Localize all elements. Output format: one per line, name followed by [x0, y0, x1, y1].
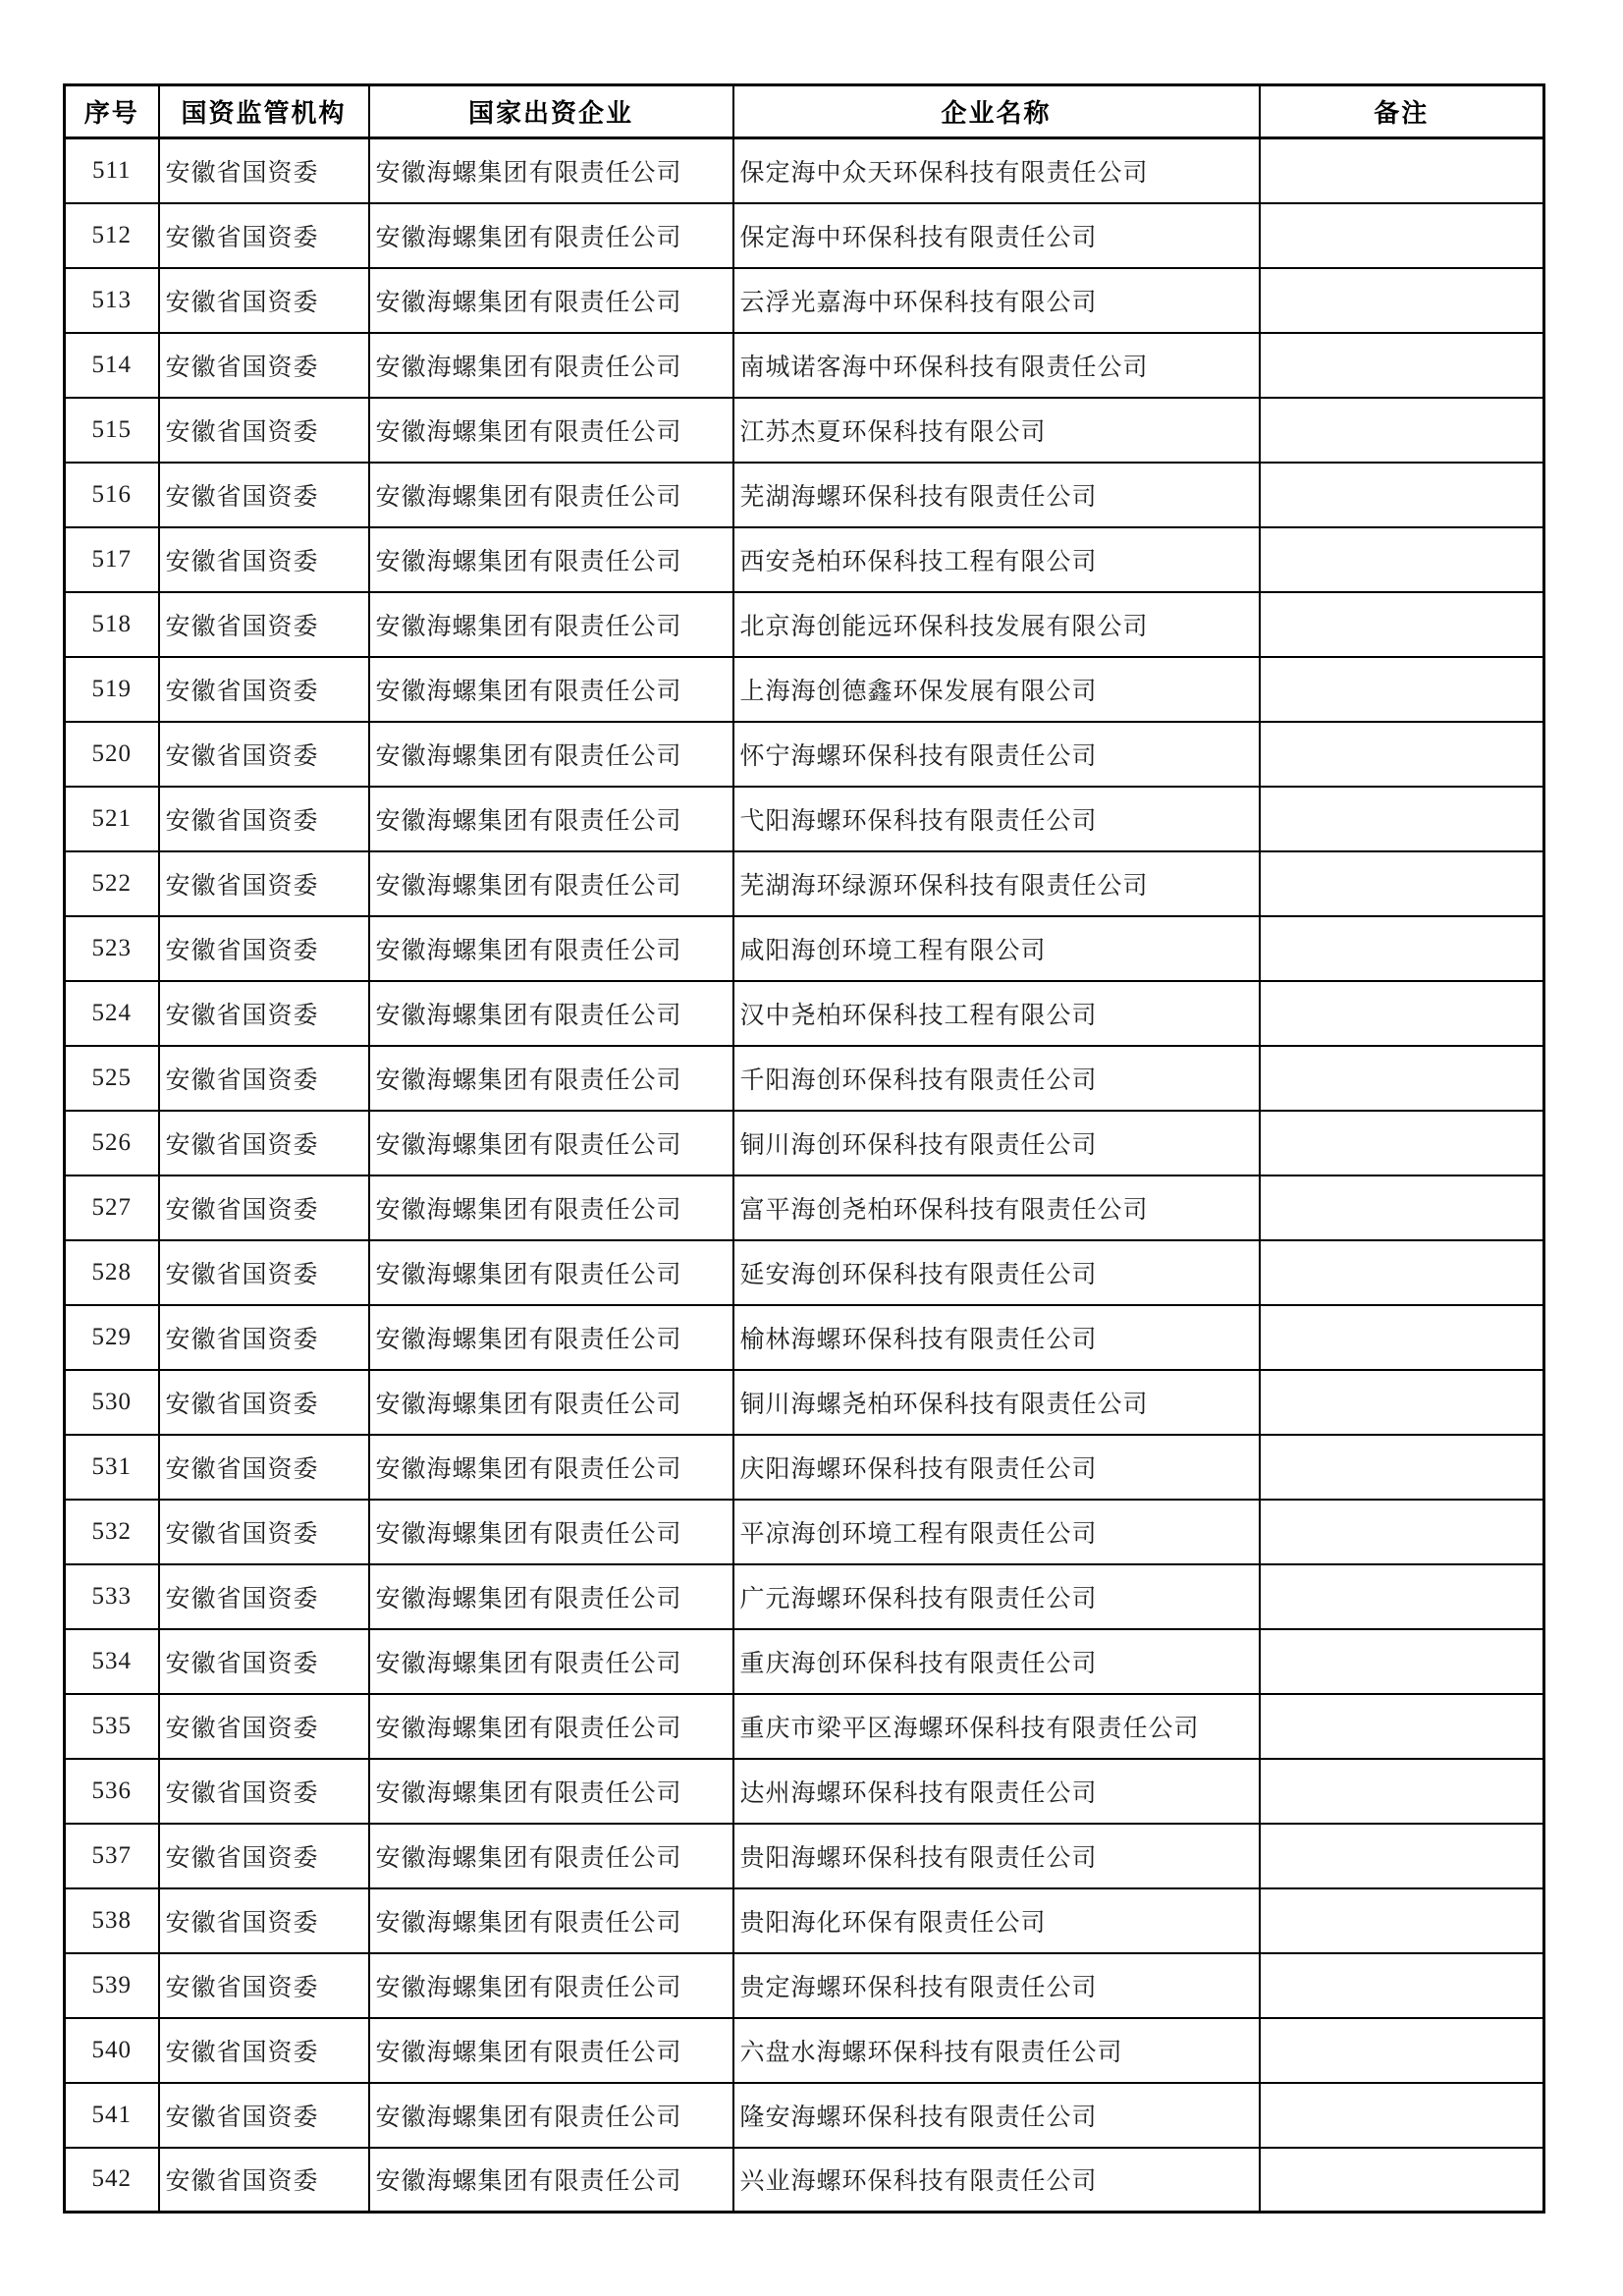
cell-remarks [1260, 268, 1544, 333]
cell-company-name: 延安海创环保科技有限责任公司 [733, 1240, 1260, 1305]
cell-regulator: 安徽省国资委 [159, 203, 369, 268]
header-company-name: 企业名称 [733, 85, 1260, 138]
cell-serial-number: 532 [65, 1500, 159, 1564]
cell-remarks [1260, 1824, 1544, 1888]
header-regulator: 国资监管机构 [159, 85, 369, 138]
cell-serial-number: 515 [65, 398, 159, 463]
cell-regulator: 安徽省国资委 [159, 1824, 369, 1888]
cell-state-enterprise: 安徽海螺集团有限责任公司 [369, 2083, 733, 2148]
cell-regulator: 安徽省国资委 [159, 1759, 369, 1824]
cell-state-enterprise: 安徽海螺集团有限责任公司 [369, 1046, 733, 1111]
cell-state-enterprise: 安徽海螺集团有限责任公司 [369, 1953, 733, 2018]
cell-remarks [1260, 2148, 1544, 2213]
cell-state-enterprise: 安徽海螺集团有限责任公司 [369, 1175, 733, 1240]
table-row [65, 203, 1544, 268]
cell-remarks [1260, 1305, 1544, 1370]
cell-company-name: 六盘水海螺环保科技有限责任公司 [733, 2018, 1260, 2083]
cell-regulator: 安徽省国资委 [159, 851, 369, 916]
cell-remarks [1260, 1111, 1544, 1175]
cell-regulator: 安徽省国资委 [159, 1564, 369, 1629]
cell-company-name: 庆阳海螺环保科技有限责任公司 [733, 1435, 1260, 1500]
cell-remarks [1260, 203, 1544, 268]
cell-state-enterprise: 安徽海螺集团有限责任公司 [369, 1500, 733, 1564]
cell-regulator: 安徽省国资委 [159, 2083, 369, 2148]
cell-serial-number: 530 [65, 1370, 159, 1435]
cell-serial-number: 531 [65, 1435, 159, 1500]
cell-company-name: 榆林海螺环保科技有限责任公司 [733, 1305, 1260, 1370]
cell-state-enterprise: 安徽海螺集团有限责任公司 [369, 787, 733, 851]
company-table [63, 83, 1545, 2214]
cell-remarks [1260, 1370, 1544, 1435]
cell-regulator: 安徽省国资委 [159, 2018, 369, 2083]
cell-company-name: 隆安海螺环保科技有限责任公司 [733, 2083, 1260, 2148]
cell-company-name: 保定海中环保科技有限责任公司 [733, 203, 1260, 268]
cell-company-name: 弋阳海螺环保科技有限责任公司 [733, 787, 1260, 851]
cell-state-enterprise: 安徽海螺集团有限责任公司 [369, 851, 733, 916]
cell-state-enterprise: 安徽海螺集团有限责任公司 [369, 2018, 733, 2083]
table-row [65, 1694, 1544, 1759]
cell-company-name: 重庆海创环保科技有限责任公司 [733, 1629, 1260, 1694]
cell-serial-number: 536 [65, 1759, 159, 1824]
cell-company-name: 上海海创德鑫环保发展有限公司 [733, 657, 1260, 722]
cell-serial-number: 528 [65, 1240, 159, 1305]
cell-regulator: 安徽省国资委 [159, 981, 369, 1046]
table-row [65, 1824, 1544, 1888]
cell-company-name: 云浮光嘉海中环保科技有限公司 [733, 268, 1260, 333]
table-body [65, 138, 1544, 2213]
cell-remarks [1260, 1953, 1544, 2018]
cell-company-name: 西安尧柏环保科技工程有限公司 [733, 527, 1260, 592]
cell-remarks [1260, 1759, 1544, 1824]
table-row [65, 1175, 1544, 1240]
cell-remarks [1260, 1240, 1544, 1305]
cell-regulator: 安徽省国资委 [159, 268, 369, 333]
table-row [65, 138, 1544, 203]
cell-remarks [1260, 787, 1544, 851]
cell-state-enterprise: 安徽海螺集团有限责任公司 [369, 1111, 733, 1175]
cell-remarks [1260, 1888, 1544, 1953]
cell-remarks [1260, 527, 1544, 592]
cell-serial-number: 519 [65, 657, 159, 722]
table-row [65, 1111, 1544, 1175]
cell-regulator: 安徽省国资委 [159, 1175, 369, 1240]
table-row [65, 1240, 1544, 1305]
cell-regulator: 安徽省国资委 [159, 463, 369, 527]
cell-state-enterprise: 安徽海螺集团有限责任公司 [369, 1370, 733, 1435]
cell-serial-number: 522 [65, 851, 159, 916]
cell-company-name: 芜湖海螺环保科技有限责任公司 [733, 463, 1260, 527]
cell-regulator: 安徽省国资委 [159, 592, 369, 657]
table-row [65, 2148, 1544, 2213]
cell-company-name: 南城诺客海中环保科技有限责任公司 [733, 333, 1260, 398]
cell-state-enterprise: 安徽海螺集团有限责任公司 [369, 1824, 733, 1888]
cell-regulator: 安徽省国资委 [159, 1953, 369, 2018]
cell-regulator: 安徽省国资委 [159, 657, 369, 722]
cell-serial-number: 527 [65, 1175, 159, 1240]
table-row [65, 1888, 1544, 1953]
cell-company-name: 千阳海创环保科技有限责任公司 [733, 1046, 1260, 1111]
cell-state-enterprise: 安徽海螺集团有限责任公司 [369, 398, 733, 463]
cell-company-name: 江苏杰夏环保科技有限公司 [733, 398, 1260, 463]
cell-serial-number: 517 [65, 527, 159, 592]
cell-remarks [1260, 463, 1544, 527]
cell-company-name: 怀宁海螺环保科技有限责任公司 [733, 722, 1260, 787]
cell-regulator: 安徽省国资委 [159, 1500, 369, 1564]
cell-company-name: 汉中尧柏环保科技工程有限公司 [733, 981, 1260, 1046]
cell-serial-number: 537 [65, 1824, 159, 1888]
cell-state-enterprise: 安徽海螺集团有限责任公司 [369, 1694, 733, 1759]
cell-remarks [1260, 916, 1544, 981]
cell-company-name: 兴业海螺环保科技有限责任公司 [733, 2148, 1260, 2213]
cell-regulator: 安徽省国资委 [159, 1305, 369, 1370]
cell-state-enterprise: 安徽海螺集团有限责任公司 [369, 1629, 733, 1694]
cell-serial-number: 538 [65, 1888, 159, 1953]
cell-remarks [1260, 398, 1544, 463]
cell-regulator: 安徽省国资委 [159, 1370, 369, 1435]
cell-company-name: 广元海螺环保科技有限责任公司 [733, 1564, 1260, 1629]
cell-remarks [1260, 657, 1544, 722]
cell-serial-number: 529 [65, 1305, 159, 1370]
cell-state-enterprise: 安徽海螺集团有限责任公司 [369, 2148, 733, 2213]
cell-regulator: 安徽省国资委 [159, 1111, 369, 1175]
cell-serial-number: 524 [65, 981, 159, 1046]
cell-remarks [1260, 333, 1544, 398]
cell-state-enterprise: 安徽海螺集团有限责任公司 [369, 268, 733, 333]
cell-company-name: 重庆市梁平区海螺环保科技有限责任公司 [733, 1694, 1260, 1759]
cell-serial-number: 514 [65, 333, 159, 398]
cell-state-enterprise: 安徽海螺集团有限责任公司 [369, 333, 733, 398]
cell-serial-number: 511 [65, 138, 159, 203]
cell-state-enterprise: 安徽海螺集团有限责任公司 [369, 203, 733, 268]
cell-remarks [1260, 981, 1544, 1046]
cell-company-name: 贵定海螺环保科技有限责任公司 [733, 1953, 1260, 2018]
table-row [65, 1759, 1544, 1824]
cell-serial-number: 523 [65, 916, 159, 981]
cell-company-name: 平凉海创环境工程有限责任公司 [733, 1500, 1260, 1564]
cell-company-name: 咸阳海创环境工程有限公司 [733, 916, 1260, 981]
cell-company-name: 贵阳海螺环保科技有限责任公司 [733, 1824, 1260, 1888]
cell-serial-number: 526 [65, 1111, 159, 1175]
table-row [65, 1435, 1544, 1500]
cell-state-enterprise: 安徽海螺集团有限责任公司 [369, 463, 733, 527]
cell-serial-number: 521 [65, 787, 159, 851]
cell-serial-number: 534 [65, 1629, 159, 1694]
table-row [65, 657, 1544, 722]
cell-serial-number: 533 [65, 1564, 159, 1629]
cell-serial-number: 513 [65, 268, 159, 333]
table-row [65, 1953, 1544, 2018]
cell-serial-number: 540 [65, 2018, 159, 2083]
cell-regulator: 安徽省国资委 [159, 138, 369, 203]
table-row [65, 787, 1544, 851]
cell-state-enterprise: 安徽海螺集团有限责任公司 [369, 1888, 733, 1953]
cell-remarks [1260, 1564, 1544, 1629]
cell-state-enterprise: 安徽海螺集团有限责任公司 [369, 1435, 733, 1500]
cell-regulator: 安徽省国资委 [159, 787, 369, 851]
cell-state-enterprise: 安徽海螺集团有限责任公司 [369, 657, 733, 722]
cell-company-name: 铜川海螺尧柏环保科技有限责任公司 [733, 1370, 1260, 1435]
cell-remarks [1260, 1046, 1544, 1111]
cell-remarks [1260, 592, 1544, 657]
cell-remarks [1260, 2083, 1544, 2148]
cell-company-name: 芜湖海环绿源环保科技有限责任公司 [733, 851, 1260, 916]
cell-company-name: 达州海螺环保科技有限责任公司 [733, 1759, 1260, 1824]
cell-regulator: 安徽省国资委 [159, 916, 369, 981]
cell-state-enterprise: 安徽海螺集团有限责任公司 [369, 138, 733, 203]
cell-remarks [1260, 722, 1544, 787]
cell-serial-number: 512 [65, 203, 159, 268]
cell-remarks [1260, 138, 1544, 203]
table-row [65, 398, 1544, 463]
cell-serial-number: 525 [65, 1046, 159, 1111]
header-serial-number: 序号 [65, 85, 159, 138]
cell-state-enterprise: 安徽海螺集团有限责任公司 [369, 1240, 733, 1305]
table-row [65, 981, 1544, 1046]
cell-state-enterprise: 安徽海螺集团有限责任公司 [369, 916, 733, 981]
cell-remarks [1260, 1694, 1544, 1759]
table-row [65, 916, 1544, 981]
table-row [65, 463, 1544, 527]
cell-regulator: 安徽省国资委 [159, 1629, 369, 1694]
cell-company-name: 保定海中众天环保科技有限责任公司 [733, 138, 1260, 203]
cell-state-enterprise: 安徽海螺集团有限责任公司 [369, 722, 733, 787]
cell-remarks [1260, 2018, 1544, 2083]
table-row [65, 268, 1544, 333]
table-row [65, 1629, 1544, 1694]
table-header-row [65, 85, 1544, 138]
cell-state-enterprise: 安徽海螺集团有限责任公司 [369, 1759, 733, 1824]
cell-regulator: 安徽省国资委 [159, 527, 369, 592]
cell-company-name: 贵阳海化环保有限责任公司 [733, 1888, 1260, 1953]
cell-serial-number: 541 [65, 2083, 159, 2148]
table-row [65, 722, 1544, 787]
header-remarks: 备注 [1260, 85, 1544, 138]
table-row [65, 333, 1544, 398]
table-row [65, 592, 1544, 657]
cell-company-name: 铜川海创环保科技有限责任公司 [733, 1111, 1260, 1175]
cell-state-enterprise: 安徽海螺集团有限责任公司 [369, 981, 733, 1046]
cell-remarks [1260, 1629, 1544, 1694]
cell-remarks [1260, 1175, 1544, 1240]
table-row [65, 2083, 1544, 2148]
cell-state-enterprise: 安徽海螺集团有限责任公司 [369, 1305, 733, 1370]
table-row [65, 1305, 1544, 1370]
cell-remarks [1260, 1435, 1544, 1500]
cell-remarks [1260, 851, 1544, 916]
cell-regulator: 安徽省国资委 [159, 1046, 369, 1111]
cell-regulator: 安徽省国资委 [159, 1435, 369, 1500]
cell-serial-number: 520 [65, 722, 159, 787]
cell-serial-number: 535 [65, 1694, 159, 1759]
table-row [65, 2018, 1544, 2083]
cell-regulator: 安徽省国资委 [159, 722, 369, 787]
cell-state-enterprise: 安徽海螺集团有限责任公司 [369, 527, 733, 592]
cell-regulator: 安徽省国资委 [159, 398, 369, 463]
table-row [65, 1370, 1544, 1435]
cell-serial-number: 518 [65, 592, 159, 657]
table-row [65, 1046, 1544, 1111]
cell-serial-number: 516 [65, 463, 159, 527]
cell-company-name: 北京海创能远环保科技发展有限公司 [733, 592, 1260, 657]
table-row [65, 1564, 1544, 1629]
cell-state-enterprise: 安徽海螺集团有限责任公司 [369, 592, 733, 657]
cell-regulator: 安徽省国资委 [159, 333, 369, 398]
cell-company-name: 富平海创尧柏环保科技有限责任公司 [733, 1175, 1260, 1240]
cell-regulator: 安徽省国资委 [159, 1240, 369, 1305]
cell-state-enterprise: 安徽海螺集团有限责任公司 [369, 1564, 733, 1629]
cell-regulator: 安徽省国资委 [159, 2148, 369, 2213]
header-state-enterprise: 国家出资企业 [369, 85, 733, 138]
table-row [65, 851, 1544, 916]
table-row [65, 1500, 1544, 1564]
cell-serial-number: 539 [65, 1953, 159, 2018]
cell-serial-number: 542 [65, 2148, 159, 2213]
cell-regulator: 安徽省国资委 [159, 1888, 369, 1953]
table-row [65, 527, 1544, 592]
cell-regulator: 安徽省国资委 [159, 1694, 369, 1759]
cell-remarks [1260, 1500, 1544, 1564]
